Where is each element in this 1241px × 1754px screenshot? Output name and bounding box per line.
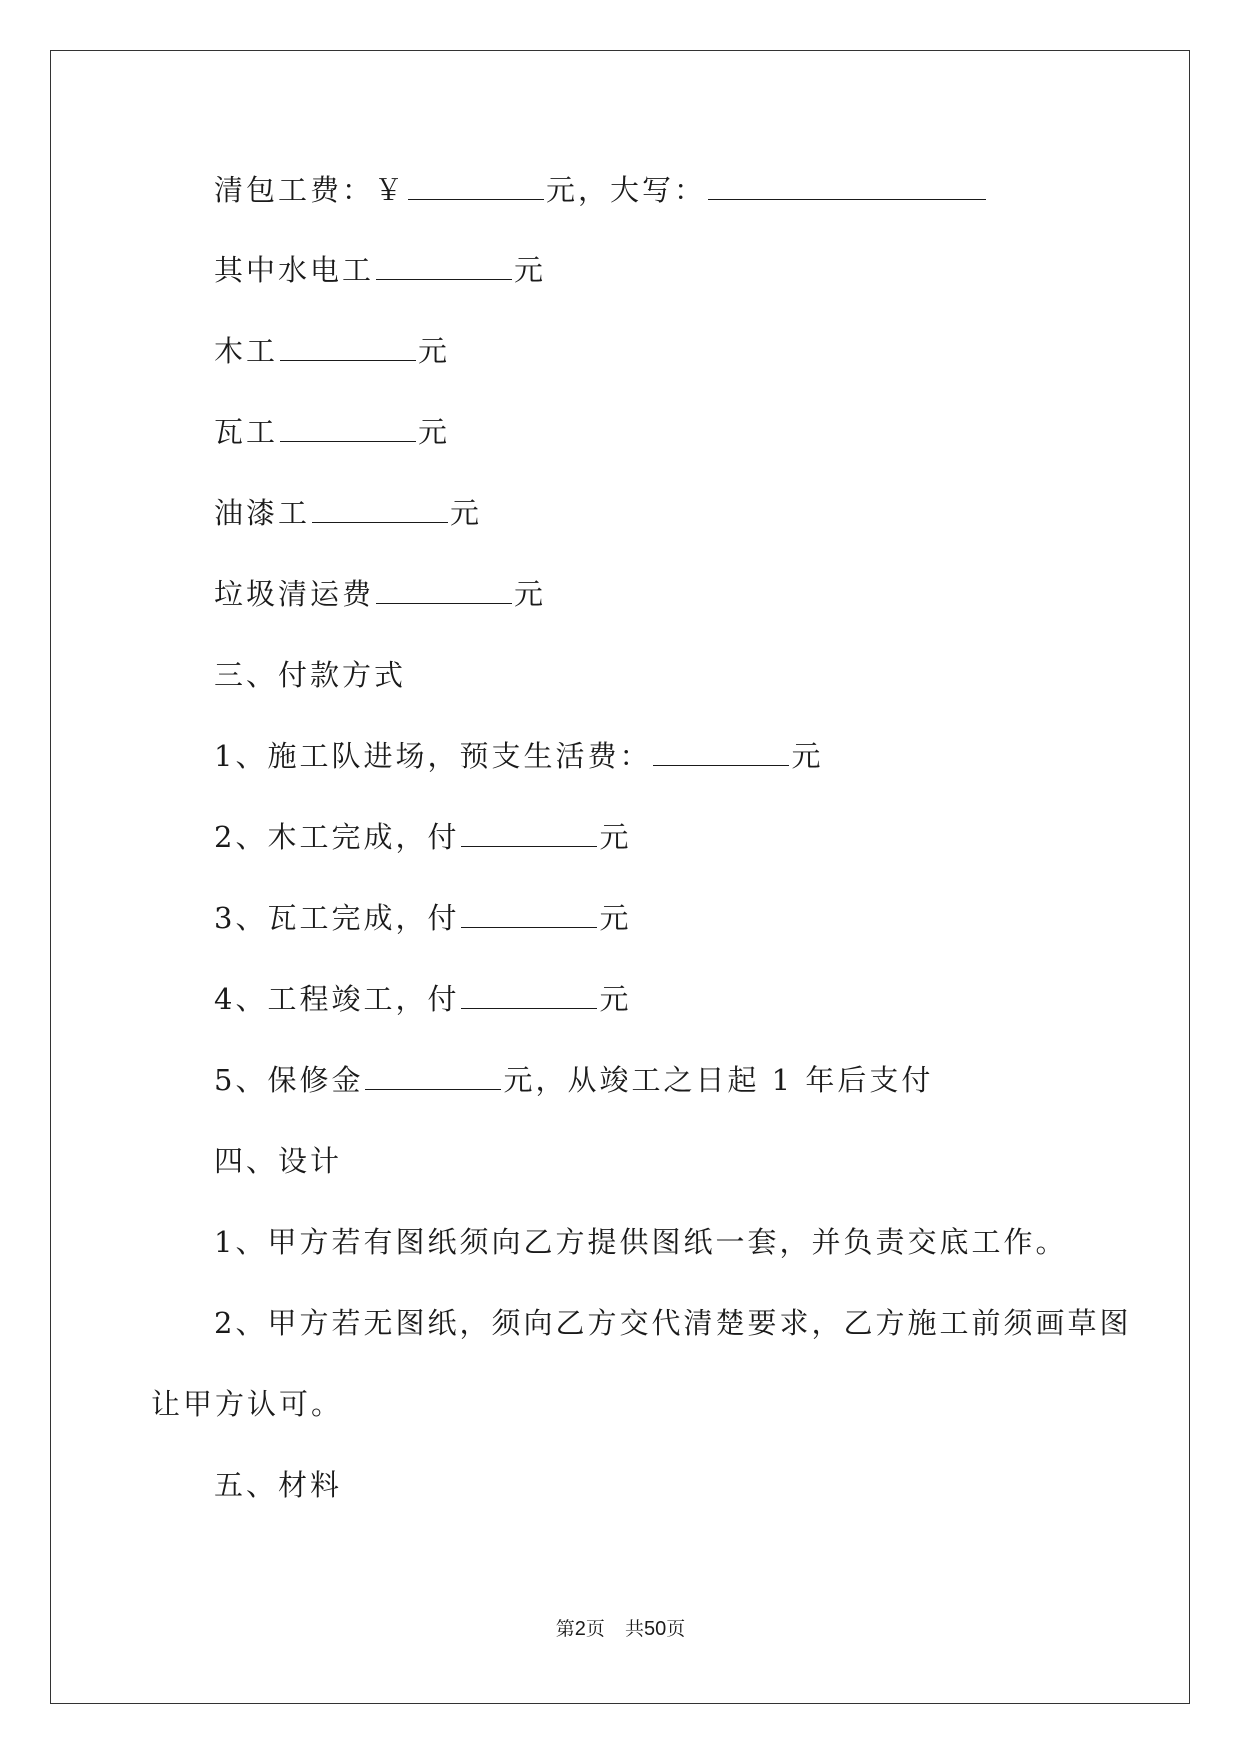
masonry-line bbox=[214, 412, 450, 452]
payment-item-1-label: 1、施工队进场，预支生活费： bbox=[214, 739, 652, 773]
painting-blank bbox=[312, 496, 448, 523]
section-heading-materials: 五、材料 bbox=[214, 1468, 343, 1502]
amount-in-words-blank bbox=[708, 173, 986, 200]
carpentry-label: 木工 bbox=[214, 334, 279, 368]
payment-item-2 bbox=[214, 817, 631, 857]
plumbing-electrical-label: 其中水电工 bbox=[214, 253, 375, 287]
payment-item-4-unit: 元 bbox=[599, 982, 632, 1016]
payment-item-2-label: 2、木工完成，付 bbox=[214, 820, 460, 854]
page-prefix: 第 bbox=[555, 1618, 575, 1640]
waste-removal-line bbox=[214, 574, 546, 614]
design-item-2-line-1: 2、甲方若无图纸，须向乙方交代清楚要求，乙方施工前须画草图 bbox=[214, 1306, 1132, 1340]
carpentry-unit: 元 bbox=[418, 334, 451, 368]
carpentry-blank bbox=[280, 334, 416, 361]
clean-labor-fee-label: 清包工费：￥ bbox=[214, 173, 407, 207]
painting-unit: 元 bbox=[450, 496, 483, 530]
painting-label: 油漆工 bbox=[214, 496, 311, 530]
masonry-blank bbox=[280, 415, 416, 442]
waste-removal-blank bbox=[376, 577, 512, 604]
payment-item-3-label: 3、瓦工完成，付 bbox=[214, 901, 460, 935]
plumbing-electrical-unit: 元 bbox=[514, 253, 547, 287]
section-heading-payment: 三、付款方式 bbox=[214, 658, 407, 692]
page-frame bbox=[50, 50, 1190, 1704]
payment-item-1-blank bbox=[653, 739, 789, 766]
design-item-2-line-2: 让甲方认可。 bbox=[151, 1387, 344, 1421]
page-footer bbox=[0, 1616, 1241, 1642]
page-number: 2 bbox=[574, 1618, 586, 1640]
plumbing-electrical-blank bbox=[376, 253, 512, 280]
page-suffix: 页 bbox=[585, 1618, 605, 1640]
total-prefix: 共 bbox=[624, 1618, 644, 1640]
masonry-unit: 元 bbox=[418, 415, 451, 449]
payment-item-5-label: 5、保修金 bbox=[214, 1063, 364, 1097]
payment-item-5-blank bbox=[365, 1063, 501, 1090]
payment-item-1 bbox=[214, 736, 823, 776]
plumbing-electrical-line bbox=[214, 250, 546, 290]
waste-removal-label: 垃圾清运费 bbox=[214, 577, 375, 611]
payment-item-5-unit: 元，从竣工之日起 1 年后支付 bbox=[503, 1063, 934, 1097]
payment-item-3 bbox=[214, 898, 631, 938]
payment-item-3-blank bbox=[461, 901, 597, 928]
waste-removal-unit: 元 bbox=[514, 577, 547, 611]
payment-item-4 bbox=[214, 979, 631, 1019]
painting-line bbox=[214, 493, 482, 533]
clean-labor-fee-line bbox=[214, 170, 988, 210]
payment-item-4-blank bbox=[461, 982, 597, 1009]
carpentry-line bbox=[214, 331, 450, 371]
total-suffix: 页 bbox=[666, 1618, 686, 1640]
total-pages: 50 bbox=[643, 1618, 667, 1640]
section-heading-design: 四、设计 bbox=[214, 1144, 343, 1178]
clean-labor-fee-blank bbox=[408, 173, 544, 200]
payment-item-1-unit: 元 bbox=[791, 739, 824, 773]
payment-item-3-unit: 元 bbox=[599, 901, 632, 935]
payment-item-5 bbox=[214, 1060, 933, 1100]
payment-item-2-unit: 元 bbox=[599, 820, 632, 854]
payment-item-2-blank bbox=[461, 820, 597, 847]
payment-item-4-label: 4、工程竣工，付 bbox=[214, 982, 460, 1016]
design-item-1: 1、甲方若有图纸须向乙方提供图纸一套，并负责交底工作。 bbox=[214, 1225, 1068, 1259]
masonry-label: 瓦工 bbox=[214, 415, 279, 449]
clean-labor-fee-unit: 元，大写： bbox=[546, 173, 707, 207]
